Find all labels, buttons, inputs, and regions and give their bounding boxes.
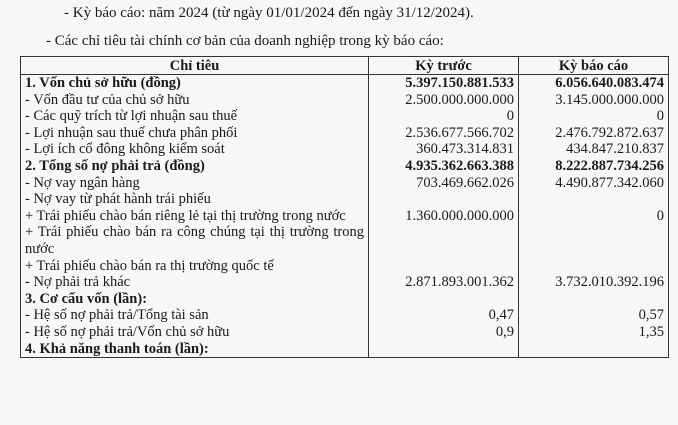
table-row: [21, 274, 669, 291]
indicator-label: - Nợ vay từ phát hành trái phiếu: [21, 191, 369, 208]
table-row: [21, 224, 669, 257]
previous-period-value: 703.469.662.026: [369, 175, 519, 192]
table-row: [21, 108, 669, 125]
previous-period-value: 1.360.000.000.000: [369, 208, 519, 225]
header-row: [21, 57, 669, 75]
previous-period-value: [369, 224, 519, 257]
indicator-label: 4. Khả năng thanh toán (lần):: [21, 341, 369, 358]
indicator-label: - Lợi nhuận sau thuế chưa phân phối: [21, 125, 369, 142]
indicator-label: 2. Tổng số nợ phải trả (đồng): [21, 158, 369, 175]
current-period-value: 434.847.210.837: [519, 141, 669, 158]
table-row: [21, 125, 669, 142]
indicator-label: - Hệ số nợ phải trả/Vốn chủ sở hữu: [21, 324, 369, 341]
indicator-label: - Lợi ích cổ đông không kiểm soát: [21, 141, 369, 158]
previous-period-value: 2.536.677.566.702: [369, 125, 519, 142]
indicator-label: + Trái phiếu chào bán ra thị trường quốc tế: [21, 258, 369, 275]
current-period-value: 6.056.640.083.474: [519, 75, 669, 92]
previous-period-value: 0,47: [369, 307, 519, 324]
current-period-value: [519, 191, 669, 208]
table-row: [21, 75, 669, 92]
current-period-value: 8.222.887.734.256: [519, 158, 669, 175]
current-period-value: 4.490.877.342.060: [519, 175, 669, 192]
previous-period-value: 360.473.314.831: [369, 141, 519, 158]
previous-period-value: [369, 191, 519, 208]
indicator-label: - Các quỹ trích từ lợi nhuận sau thuế: [21, 108, 369, 125]
indicator-label: - Nợ phải trả khác: [21, 274, 369, 291]
indicators-intro-text: - Các chỉ tiêu tài chính cơ bản của doanh nghiệp trong kỳ báo cáo:: [46, 33, 444, 49]
indicator-label: - Vốn đầu tư của chủ sở hữu: [21, 92, 369, 109]
previous-period-value: 0: [369, 108, 519, 125]
current-period-value: 3.732.010.392.196: [519, 274, 669, 291]
table-row: [21, 258, 669, 275]
table-row: [21, 208, 669, 225]
table-row: [21, 158, 669, 175]
indicator-label: 3. Cơ cấu vốn (lần):: [21, 291, 369, 308]
financial-indicators-table: [20, 56, 669, 358]
indicator-label: - Hệ số nợ phải trả/Tổng tài sản: [21, 307, 369, 324]
table-header: [21, 57, 669, 75]
previous-period-value: 5.397.150.881.533: [369, 75, 519, 92]
report-period-text: - Kỳ báo cáo: năm 2024 (từ ngày 01/01/2024 đến ngày 31/12/2024).: [64, 5, 474, 21]
previous-period-value: 4.935.362.663.388: [369, 158, 519, 175]
header-current-period: Kỳ báo cáo: [519, 57, 669, 75]
current-period-value: [519, 258, 669, 275]
indicator-label: + Trái phiếu chào bán ra công chúng tại thị trường trong nước: [21, 224, 369, 257]
previous-period-value: 0,9: [369, 324, 519, 341]
header-previous-period: Kỳ trước: [369, 57, 519, 75]
table-row: [21, 175, 669, 192]
table-row: [21, 341, 669, 358]
current-period-value: 2.476.792.872.637: [519, 125, 669, 142]
previous-period-value: [369, 291, 519, 308]
current-period-value: 3.145.000.000.000: [519, 92, 669, 109]
table-row: [21, 141, 669, 158]
table-row: [21, 324, 669, 341]
previous-period-value: [369, 258, 519, 275]
table-row: [21, 92, 669, 109]
table-row: [21, 291, 669, 308]
current-period-value: 0: [519, 208, 669, 225]
table-row: [21, 191, 669, 208]
previous-period-value: [369, 341, 519, 358]
current-period-value: 0: [519, 108, 669, 125]
indicator-label: 1. Vốn chủ sở hữu (đồng): [21, 75, 369, 92]
indicator-label: + Trái phiếu chào bán riêng lẻ tại thị trường trong nước: [21, 208, 369, 225]
table-body: [21, 75, 669, 358]
header-indicator: Chỉ tiêu: [21, 57, 369, 75]
current-period-value: 1,35: [519, 324, 669, 341]
previous-period-value: 2.871.893.001.362: [369, 274, 519, 291]
previous-period-value: 2.500.000.000.000: [369, 92, 519, 109]
current-period-value: [519, 341, 669, 358]
current-period-value: 0,57: [519, 307, 669, 324]
indicator-label: - Nợ vay ngân hàng: [21, 175, 369, 192]
current-period-value: [519, 291, 669, 308]
table-row: [21, 307, 669, 324]
current-period-value: [519, 224, 669, 257]
